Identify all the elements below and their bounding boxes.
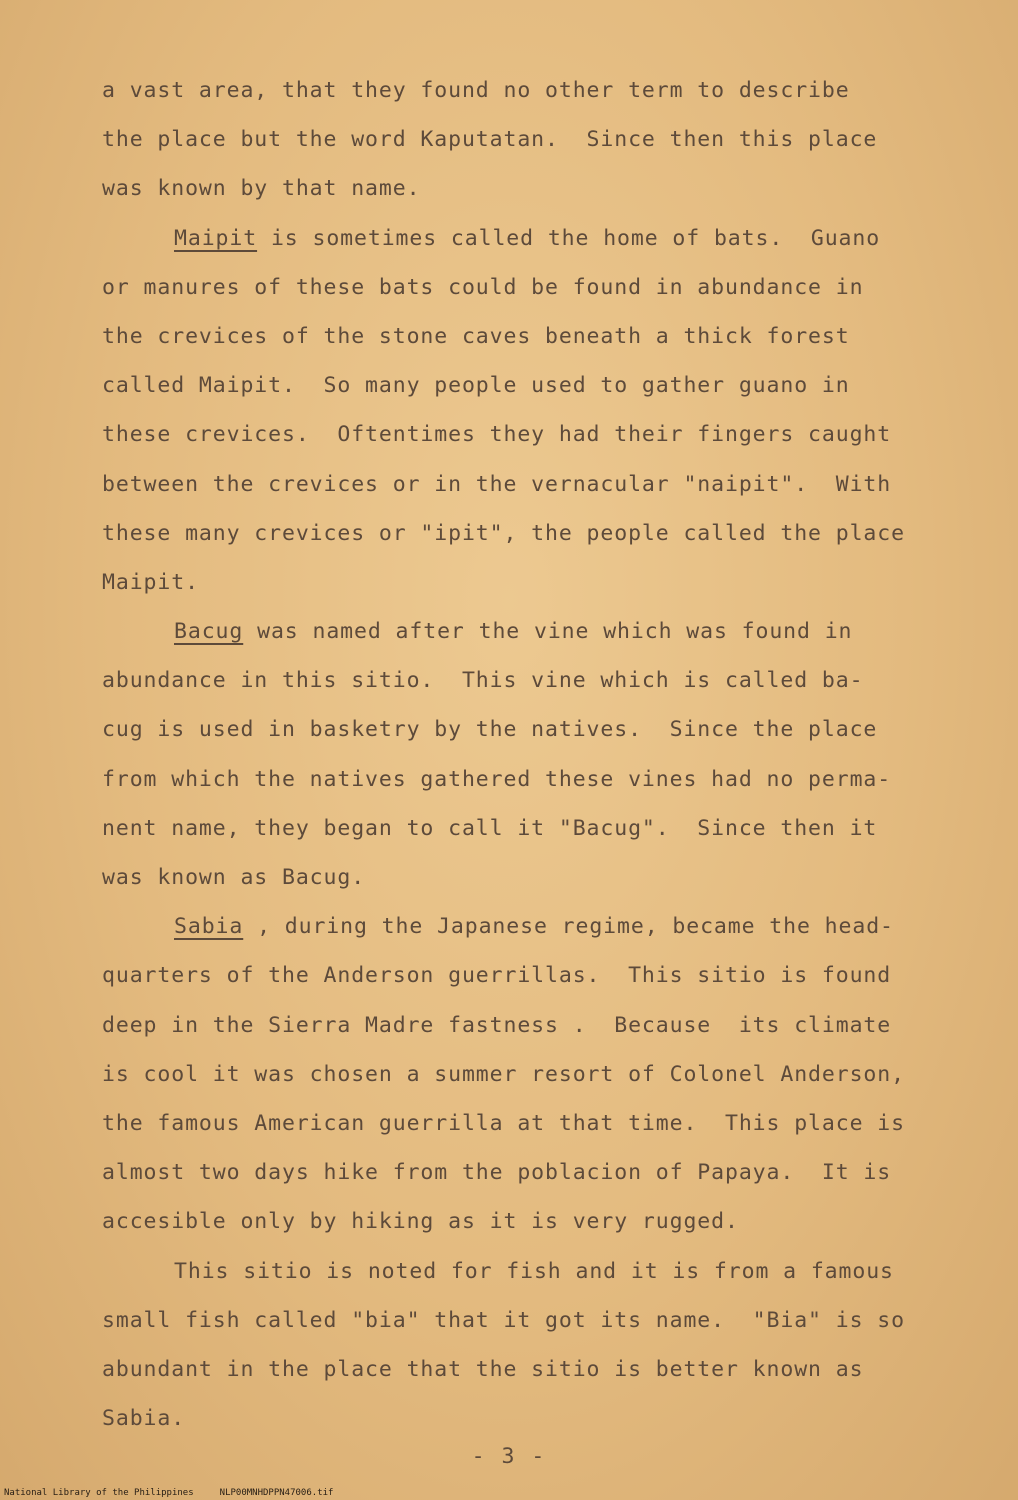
text-line: almost two days hike from the poblacion of Papaya. It is — [102, 1160, 892, 1186]
text-line: from which the natives gathered these vines had no perma- — [102, 766, 892, 792]
heading-maipit: Maipit — [174, 225, 258, 251]
text-line: was named after the vine which was found in — [257, 619, 853, 645]
text-line: or manures of these bats could be found in abundance in — [102, 274, 864, 300]
heading-bacug: Bacug — [174, 619, 244, 645]
text-line: was known as Bacug. — [102, 865, 366, 890]
text-line: cug is used in basketry by the natives. Since the place — [102, 717, 878, 743]
text-line: called Maipit. So many people used to gather guano in — [102, 373, 850, 399]
text-line: these crevices. Oftentimes they had their fingers caught — [102, 422, 892, 448]
text-line: abundant in the place that the sitio is better known as — [102, 1356, 864, 1382]
body-text — [102, 66, 962, 1443]
text-line: quarters of the Anderson guerrillas. This sitio is found — [102, 963, 892, 989]
text-line: a vast area, that they found no other term to describe — [102, 78, 850, 103]
text-line: abundance in this sitio. This vine which is called ba- — [102, 668, 864, 694]
heading-sabia: Sabia — [174, 914, 244, 940]
text-line: between the crevices or in the vernacular "naipit". With — [102, 471, 892, 497]
scan-footer — [4, 1488, 359, 1498]
paragraph-sabia-first-line — [102, 902, 962, 951]
text-line: the crevices of the stone caves beneath a thick forest — [102, 323, 850, 349]
text-line: was known by that name. — [102, 176, 421, 202]
text-line: small fish called "bia" that it got its name. "Bia" is so — [102, 1307, 905, 1333]
text-line: the place but the word Kaputatan. Since then this place — [102, 127, 878, 153]
text-line: the famous American guerrilla at that time. This place is — [102, 1110, 905, 1136]
paragraph-bacug-first-line — [102, 607, 962, 656]
text-line: is cool it was chosen a summer resort of Colonel Anderson, — [102, 1061, 905, 1087]
text-line: , during the Japanese regime, became the head- — [243, 914, 894, 940]
text-line: nent name, they began to call it "Bacug". Since then it — [102, 815, 878, 841]
footer-library: National Library of the Philippines — [4, 1488, 194, 1498]
text-line: Maipit. — [102, 569, 199, 595]
text-line: is sometimes called the home of bats. Guano — [270, 225, 881, 251]
text-line: accesible only by hiking as it is very rugged. — [102, 1209, 739, 1235]
text-line: This sitio is noted for fish and it is from a famous — [174, 1258, 894, 1284]
page-number: - 3 - — [471, 1444, 547, 1469]
footer-file: NLP00MNHDPPN47006.tif — [219, 1488, 334, 1498]
text-line: Sabia. — [102, 1406, 186, 1432]
text-line: deep in the Sierra Madre fastness . Because its climate — [102, 1012, 892, 1038]
paragraph-maipit-first-line — [102, 214, 962, 263]
text-line: these many crevices or "ipit", the people called the place — [102, 520, 905, 546]
